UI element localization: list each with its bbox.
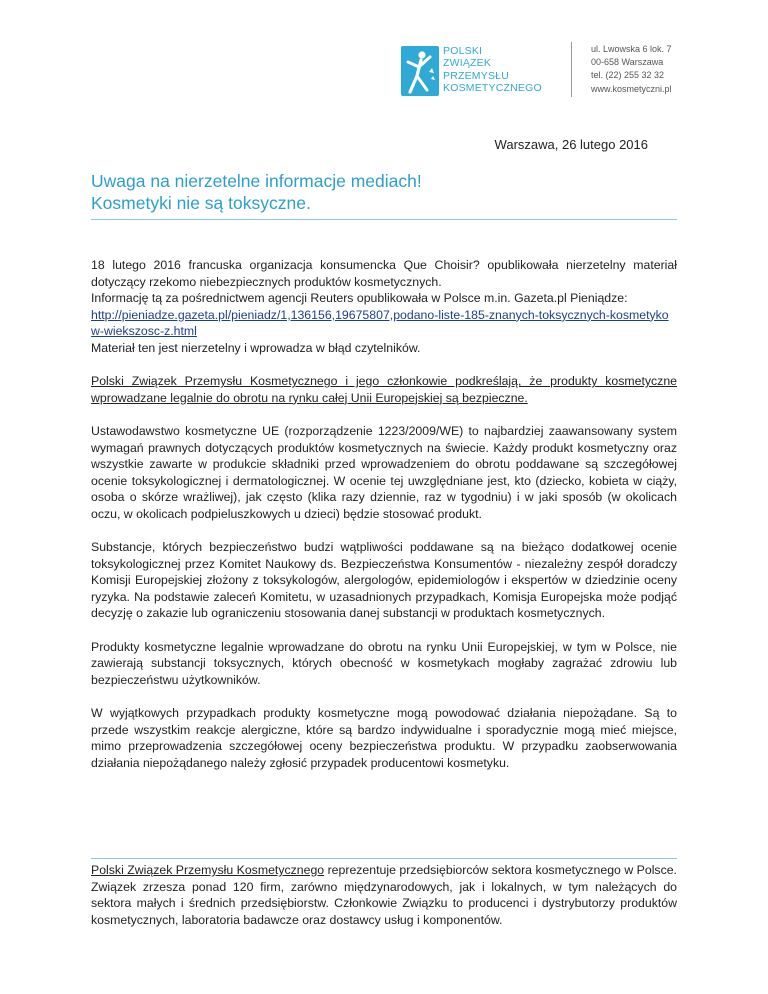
headline-line-1: Uwaga na nierzetelne informacje mediach! (91, 171, 422, 191)
key-statement-text: Polski Związek Przemysłu Kosmetycznego i jego członkowie podkreślają, że produkty kosmetyczne wprowadzane legalnie do obrotu na rynku całej Unii Europejskiej są bezpieczne. (91, 374, 677, 405)
safety-paragraph: Produkty kosmetyczne legalnie wprowadzane do obrotu na rynku Unii Europejskiej, w tym w Polsce, nie zawierają substancji toksycznych, których obecność w kosmetykach mogłaby zagrażać zdrowiu lub bezpieczeństwu użytkowników. (91, 639, 677, 687)
key-statement (91, 373, 677, 406)
regulation-paragraph: Ustawodawstwo kosmetyczne UE (rozporządzenie 1223/2009/WE) to najbardziej zaawansowany system wymagań prawnych dotyczących produktów kosmetycznych na świecie. Każdy produkt kosmetyczny oraz wszystkie zawarte w produkcie składniki przed wprowadzeniem do obrotu poddawane są szczegółowej ocenie toksykologicznej i dermatologicznej. W ocenie tej uwzględniane jest, kto (dziecko, kobieta w ciąży, osoba o skórze wrażliwej), jak często (klika razy dziennie, raz w tygodniu) i w jaki sposób (w okolicach oczu, w okolicach podpieluszkowych u dzieci) będzie stosować produkt. (91, 423, 677, 521)
address-website: www.kosmetyczni.pl (591, 83, 672, 94)
headline (91, 170, 677, 220)
logo-figure-icon (401, 46, 439, 96)
headline-line-2: Kosmetyki nie są toksyczne. (91, 193, 311, 213)
footer-divider (91, 858, 677, 859)
address-block (591, 43, 672, 96)
committee-paragraph: Substancje, których bezpieczeństwo budzi wątpliwości poddawane są na bieżąco dodatkowej ocenie toksykologicznej przez Komitet Naukowy ds. Bezpieczeństwa Konsumentów - niezależny zespół doradczy Komisji Europejskiej złożony z toksykologów, alergologów, epidemiologów i ekspertów w dziedzinie oceny ryzyka. Na podstawie zaleceń Komitetu, w uzasadnionych przypadkach, Komisja Europejska może podjąć decyzję o zakazie lub ograniczeniu stosowania danej substancji w produktach kosmetycznych. (91, 540, 677, 621)
document-body (91, 257, 677, 771)
intro-source-text: Informację tą za pośrednictwem agencji Reuters opublikowała w Polsce m.in. Gazeta.pl Pieniądze: (91, 291, 628, 306)
logo-line: PRZEMYSŁU (443, 69, 509, 82)
organization-text: reprezentuje przedsiębiorców sektora kosmetycznego w Polsce. Związek zrzesza ponad 120 firm, zarówno międzynarodowych, jak i lokalnych, w tym należących do sektora małych i średnich przedsiębiorstw. Członkowie Związku to producenci i dystrybutorzy produktów kosmetycznych, laboratoria badawcze oraz dostawcy usług i komponentów. (91, 863, 677, 927)
intro-text: 18 lutego 2016 francuska organizacja konsumencka Que Choisir? opublikowała nierzetelny materiał dotyczący rzekomo niebezpiecznych produktów kosmetycznych. (91, 258, 677, 289)
logo-wordmark (443, 45, 542, 95)
document-date: Warszawa, 26 lutego 2016 (494, 137, 648, 152)
address-city: 00-658 Warszawa (591, 57, 664, 68)
intro-conclusion: Materiał ten jest nierzetelny i wprowadza w błąd czytelników. (91, 340, 421, 355)
organization-name: Polski Związek Przemysłu Kosmetycznego (91, 863, 325, 877)
organization-logo (401, 44, 581, 100)
article-link[interactable]: http://pieniadze.gazeta.pl/pieniadz/1,136156,19675807,podano-liste-185-znanych-toksycznych-kosmetykow-wiekszosc-z.html (91, 307, 669, 339)
logo-line: KOSMETYCZNEGO (443, 82, 542, 95)
logo-line: ZWIĄZEK (443, 57, 492, 70)
header-divider (571, 42, 572, 97)
adverse-effects-paragraph: W wyjątkowych przypadkach produkty kosmetyczne mogą powodować działania niepożądane. Są to przede wszystkim reakcje alergiczne, które są bardzo indywidualne i sporadycznie mogą mieć miejsce, mimo przeprowadzenia szczegółowej oceny bezpieczeństwa produktu. W przypadku zaobserwowania działania niepożądanego należy zgłosić przypadek producentowi kosmetyku. (91, 706, 677, 770)
organization-description (91, 862, 677, 928)
logo-line: POLSKI (443, 45, 483, 57)
intro-paragraph (91, 257, 677, 357)
address-street: ul. Lwowska 6 lok. 7 (591, 44, 672, 54)
address-phone: tel. (22) 255 32 32 (591, 70, 665, 81)
